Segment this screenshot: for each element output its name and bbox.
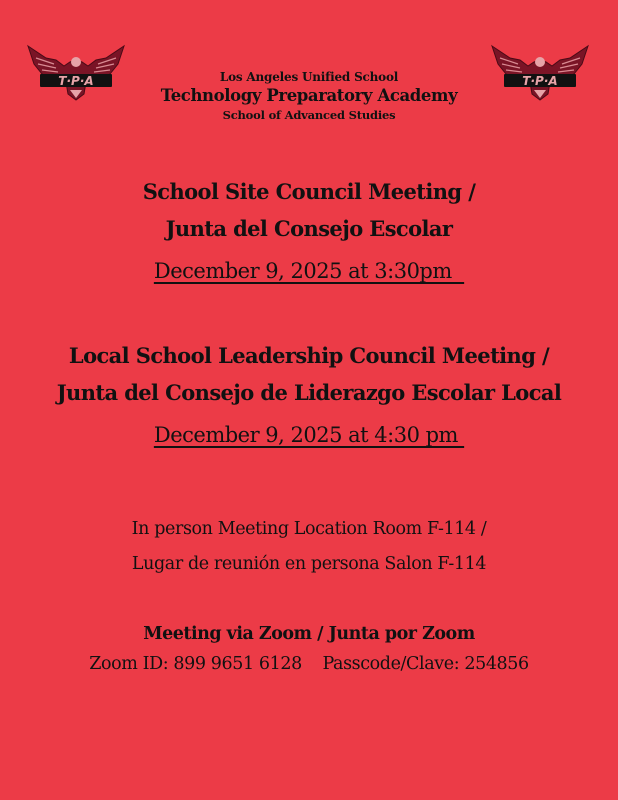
school-header bbox=[0, 68, 618, 124]
svg-text:T·P·A: T·P·A bbox=[58, 74, 94, 88]
zoom-title: Meeting via Zoom / Junta por Zoom bbox=[143, 624, 475, 644]
meeting-title-es: Junta del Consejo Escolar bbox=[165, 216, 453, 241]
meeting-title-en: School Site Council Meeting / bbox=[142, 179, 476, 204]
meeting-datetime: December 9, 2025 at 4:30 pm bbox=[153, 423, 465, 447]
school-subtitle: School of Advanced Studies bbox=[222, 108, 396, 122]
meeting-title-en: Local School Leadership Council Meeting / bbox=[68, 343, 550, 368]
meeting-datetime: December 9, 2025 at 3:30pm bbox=[153, 259, 465, 283]
svg-text:T·P·A: T·P·A bbox=[522, 74, 558, 88]
meeting-location bbox=[0, 512, 618, 582]
location-es: Lugar de reunión en persona Salon F-114 bbox=[131, 554, 487, 574]
zoom-info-block bbox=[0, 619, 618, 679]
meeting-title-es: Junta del Consejo de Liderazgo Escolar Local bbox=[56, 380, 562, 405]
district-name: Los Angeles Unified School bbox=[219, 70, 399, 84]
meeting-ssc bbox=[0, 173, 618, 283]
school-name: Technology Preparatory Academy bbox=[160, 86, 458, 105]
location-en: In person Meeting Location Room F-114 / bbox=[131, 519, 487, 539]
meeting-lslc bbox=[0, 337, 618, 447]
zoom-credentials: Zoom ID: 899 9651 6128 Passcode/Clave: 254856 bbox=[89, 654, 529, 674]
